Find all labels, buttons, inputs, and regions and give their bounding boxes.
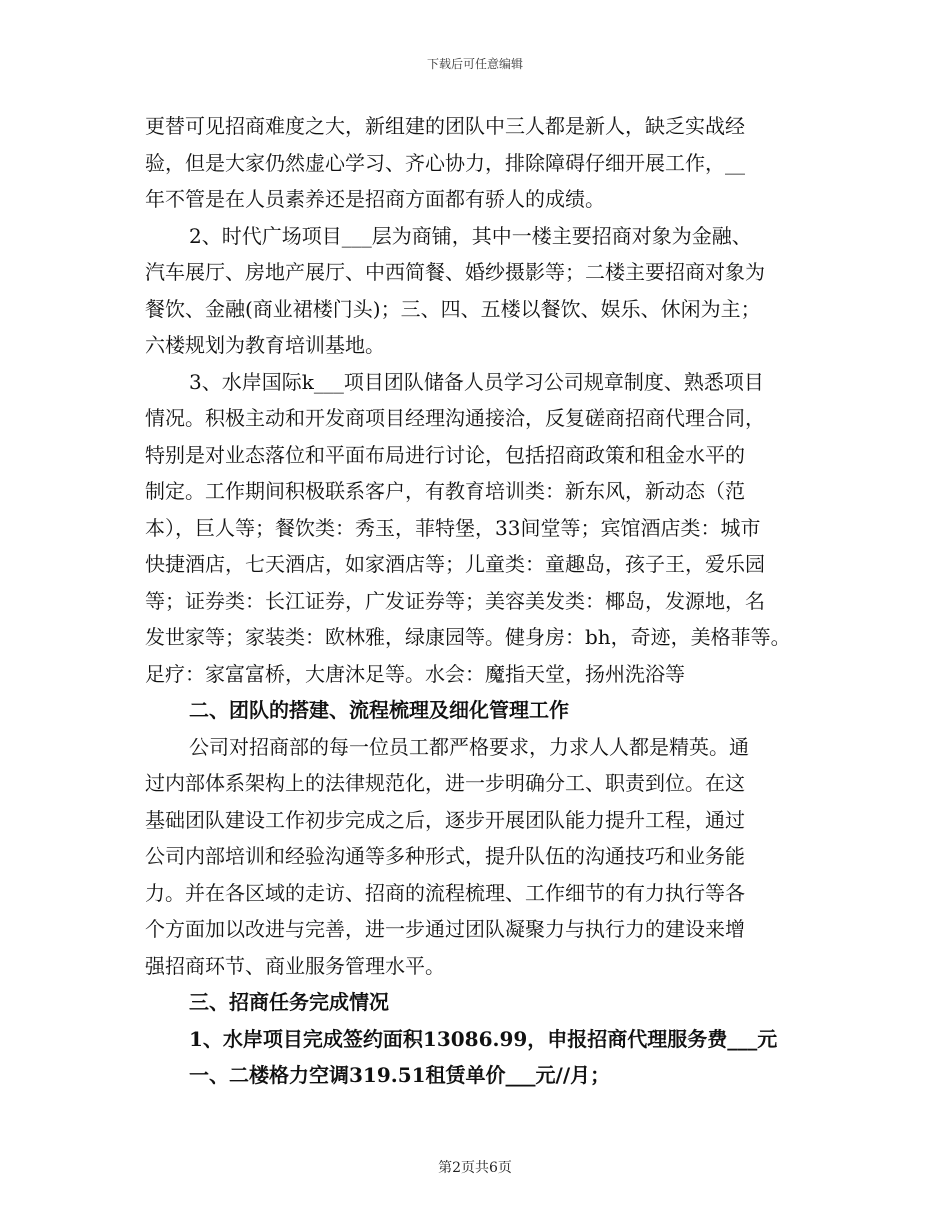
- paragraph-line: 年不管是在人员素养还是招商方面都有骄人的成绩。: [145, 187, 605, 211]
- section-heading-line: 1、水岸项目完成签约面积13086.99，申报招商代理服务费___元: [189, 1026, 778, 1051]
- page-footer: 第2页共6页: [438, 1160, 512, 1176]
- page-header: 下载后可任意编辑: [426, 57, 523, 71]
- document-body: [145, 108, 825, 1094]
- paragraph-line: 过内部体系架构上的法律规范化，进一步明确分工、职责到位。在这: [145, 771, 745, 795]
- paragraph-line: 等；证券类：长江证券，广发证券等；美容美发类：椰岛，发源地，名: [145, 588, 765, 613]
- paragraph-line: 足疗：家富富桥，大唐沐足等。水会：魔指天堂，扬州洗浴等: [145, 661, 685, 686]
- section-heading-line: 一、二楼格力空调319.51租赁单价___元//月；: [189, 1063, 611, 1087]
- paragraph-line: 验，但是大家仍然虚心学习、齐心协力，排除障碍仔细开展工作，__: [145, 150, 745, 175]
- paragraph-line: 特别是对业态落位和平面布局进行讨论，包括招商政策和租金水平的: [145, 442, 745, 467]
- paragraph-line: 制定。工作期间积极联系客户，有教育培训类：新东风，新动态（范: [145, 479, 745, 503]
- paragraph-line: 餐饮、金融(商业裙楼门头)；三、四、五楼以餐饮、娱乐、休闲为主；: [145, 296, 761, 321]
- paragraph-line: 更替可见招商难度之大，新组建的团队中三人都是新人，缺乏实战经: [145, 114, 745, 138]
- paragraph-line: 公司内部培训和经验沟通等多种形式，提升队伍的沟通技巧和业务能: [145, 844, 745, 868]
- paragraph-line: 本），巨人等；餐饮类：秀玉，菲特堡，33间堂等；宾馆酒店类：城市: [145, 515, 761, 540]
- paragraph-line: 3、水岸国际k___项目团队储备人员学习公司规章制度、熟悉项目: [189, 369, 764, 394]
- paragraph-line: 六楼规划为教育培训基地。: [145, 333, 385, 357]
- paragraph-line: 力。并在各区域的走访、招商的流程梳理、工作细节的有力执行等各: [145, 880, 745, 905]
- paragraph-line: 2、时代广场项目___层为商铺，其中一楼主要招商对象为金融、: [189, 223, 752, 248]
- paragraph-line: 基础团队建设工作初步完成之后，逐步开展团队能力提升工程，通过: [145, 807, 745, 832]
- paragraph-line: 发世家等；家装类：欧林雅，绿康园等。健身房：bh，奇迹，美格菲等。: [145, 625, 791, 649]
- paragraph-line: 情况。积极主动和开发商项目经理沟通接洽，反复磋商招商代理合同，: [145, 406, 765, 430]
- section-heading-line: 三、招商任务完成情况: [189, 990, 389, 1014]
- paragraph-line: 公司对招商部的每一位员工都严格要求，力求人人都是精英。通: [189, 734, 749, 759]
- paragraph-line: 汽车展厅、房地产展厅、中西简餐、婚纱摄影等；二楼主要招商对象为: [145, 260, 765, 284]
- paragraph-line: 强招商环节、商业服务管理水平。: [145, 953, 445, 978]
- paragraph-line: 个方面加以改进与完善，进一步通过团队凝聚力与执行力的建设来增: [145, 917, 745, 941]
- section-heading-line: 二、团队的搭建、流程梳理及细化管理工作: [189, 698, 569, 722]
- paragraph-line: 快捷酒店，七天酒店，如家酒店等；儿童类：童趣岛，孩子王，爱乐园: [145, 552, 765, 576]
